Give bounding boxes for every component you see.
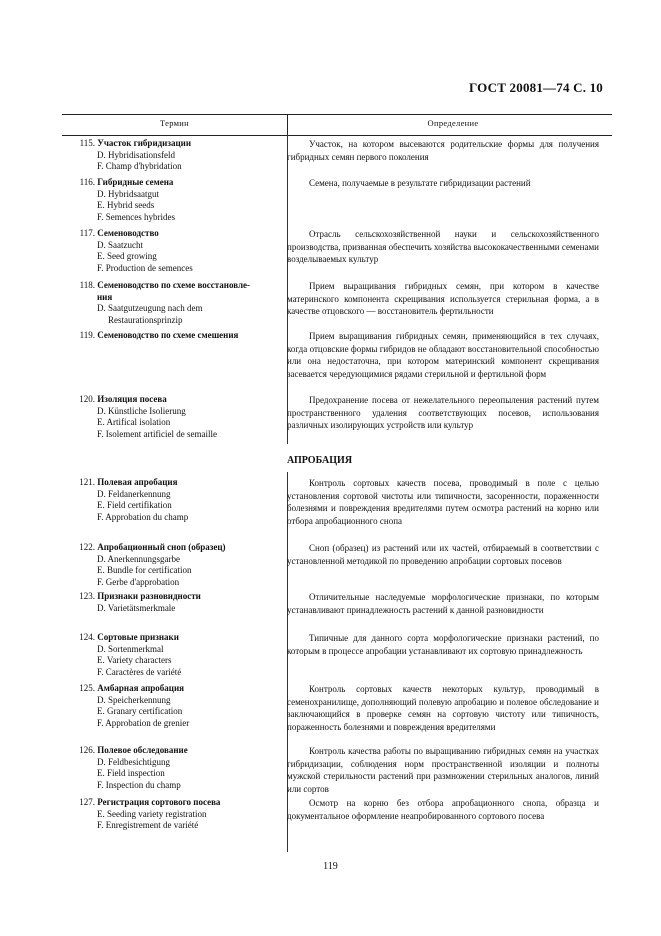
term-name: Признаки разновидности [97, 591, 201, 601]
term-name: Полевое обследование [97, 745, 188, 755]
term-name-continuation: ния [97, 291, 113, 302]
translation: E. Seeding variety registration [97, 808, 207, 819]
term-name: Участок гибридизации [97, 138, 192, 148]
translation: D. Künstliche Isolierung [97, 405, 186, 416]
entry-number: 127. [79, 797, 95, 807]
translation: E. Field inspection [97, 768, 165, 778]
translation: F. Champ d'hybridation [97, 161, 182, 171]
entry-number: 118. [79, 280, 95, 290]
entry-number: 124. [79, 632, 95, 642]
translation: F. Enregistrement de variété [97, 820, 199, 830]
entry-number: 119. [79, 330, 95, 340]
definition: Предохранение посева от нежелательного переопыления растений путем пространственного удаления соответствующих посевов, использования различных изолирующих устройств или культур [287, 395, 599, 430]
translation: D. Anerkennungsgarbe [97, 553, 180, 564]
translation: E. Granary certification [97, 706, 183, 716]
translation: F. Inspection du champ [97, 779, 181, 790]
term-name: Сортовые признаки [97, 632, 179, 642]
column-divider-bottom [287, 472, 288, 852]
term-cell [62, 280, 287, 326]
entry-number: 125. [79, 683, 95, 693]
term-cell [62, 177, 287, 223]
term-name: Амбарная апробация [97, 683, 185, 693]
section-heading: АПРОБАЦИЯ [287, 455, 353, 466]
translation: D. Feldanerkennung [97, 488, 171, 499]
term-name: Семеноводство [97, 228, 159, 238]
translation: F. Gerbe d'approbation [97, 576, 180, 587]
translation: E. Bundle for certification [97, 565, 192, 575]
entry-number: 115. [79, 138, 95, 148]
definition: Прием выращивания гибридных семян, при котором в качестве материнского компонента скрещивания используется стерильная форма, а в качестве отцовского — восстановитель фертильности [287, 281, 599, 316]
translation: F. Caractères de variété [97, 666, 182, 677]
translation: F. Isolement artificiel de semaille [97, 428, 217, 439]
translation: D. Sortenmerkmal [97, 643, 164, 654]
entry-number: 126. [79, 745, 95, 755]
term-cell [62, 477, 287, 523]
definition: Участок, на котором высеваются родительские формы для получения гибридных семян первого поколения [287, 139, 599, 162]
term-cell [62, 632, 287, 678]
header-divider [287, 114, 288, 134]
translation: F. Approbation de grenier [97, 717, 190, 728]
definition: Контроль сортовых качеств некоторых культур, проводимый в семенохранилище, дополняющий полевую апробацию и полевое обследование и заключающийся в проверке семян на сортовую чистоту или типичность, пораженность болезнями и повреждения вредителями [287, 684, 599, 732]
definition: Сноп (образец) из растений или их частей, отбираемый в соответствии с установленной методикой по проведению апробации сортовых посевов [287, 543, 599, 566]
term-cell [62, 228, 287, 274]
definition: Осмотр на корню без отбора апробационного снопа, образца и документальное оформление неапробированного сортового посева [287, 798, 599, 821]
entry-number: 122. [79, 542, 95, 552]
definition: Типичные для данного сорта морфологические признаки растений, по которым в процессе апробации устанавливают их сортовую принадлежность [287, 633, 599, 656]
term-cell [62, 745, 287, 791]
term-column-header: Термин [159, 118, 190, 128]
translation: D. Saatgutzeugung nach dem [97, 303, 203, 313]
term-name: Гибридные семена [97, 177, 174, 187]
translation-continuation: Restaurationsprinzip [108, 314, 183, 325]
translation: D. Speicherkennung [97, 694, 171, 705]
term-cell [62, 683, 287, 729]
translation: E. Artifical isolation [97, 417, 171, 427]
translation: F. Semences hybrides [97, 211, 176, 222]
definition: Контроль сортовых качеств посева, проводимый в поле с целью установления сортовой чистоты или типичности, засоренности, пораженности болезнями и повреждения вредителями путем осмотра растений на корню или отбора апробационного снопа [287, 478, 599, 526]
translation: D. Varietätsmerkmale [97, 602, 176, 613]
term-cell [62, 542, 287, 588]
definition-column-header: Определение [427, 118, 479, 128]
term-name: Семеноводство по схеме смешения [97, 330, 239, 340]
term-name: Семеноводство по схеме восстановле- [97, 280, 251, 290]
entry-number: 123. [79, 591, 95, 601]
term-name: Изоляция посева [97, 394, 167, 404]
page-header: ГОСТ 20081—74 С. 10 [469, 80, 603, 95]
entry-number: 121. [79, 477, 95, 487]
translation: E. Field certifikation [97, 500, 172, 510]
translation: E. Hybrid seeds [97, 200, 155, 210]
definition: Отличительные наследуемые морфологические признаки, по которым устанавливают принадлежность растений к данной разновидности [287, 592, 599, 615]
definition: Прием выращивания гибридных семян, применяющийся в тех случаях, когда отцовские формы гибридов не обладают восстановительной способностью или она недостаточна, при котором материнский компонент скрещивания засевается чередующимися рядами стерильной и фертильной форм [287, 331, 599, 379]
translation: D. Saatzucht [97, 239, 143, 250]
translation: D. Hybridisationsfeld [97, 149, 175, 160]
term-cell [62, 394, 287, 440]
term-cell [62, 797, 287, 832]
term-name: Полевая апробация [97, 477, 178, 487]
term-name: Регистрация сортового посева [97, 797, 221, 807]
definition: Отрасль сельскохозяйственной науки и сельскохозяйственного производства, призванная обеспечить хозяйства высококачественными семенами возделываемых культур [287, 229, 599, 264]
term-cell [62, 330, 287, 342]
definition: Контроль качества работы по выращиванию гибридных семян на участках гибридизации, соблюдения норм пространственной изоляции и полноты мужской стерильности растений при размножении стерильных аналогов, линий или сортов [287, 746, 599, 794]
entry-number: 116. [79, 177, 95, 187]
entry-number: 120. [79, 394, 95, 404]
term-cell [62, 591, 287, 614]
translation: D. Hybridsaatgut [97, 188, 159, 199]
entry-number: 117. [79, 228, 95, 238]
term-cell [62, 138, 287, 173]
page-number: 119 [323, 861, 338, 872]
translation: F. Approbation du champ [97, 511, 189, 522]
translation: F. Production de semences [97, 262, 193, 273]
translation: E. Seed growing [97, 251, 157, 261]
definition: Семена, получаемые в результате гибридизации растений [309, 178, 531, 188]
table-header [62, 114, 612, 136]
translation: E. Variety characters [97, 655, 172, 665]
translation: D. Feldbesichtigung [97, 756, 170, 767]
term-name: Апробационный сноп (образец) [97, 542, 226, 552]
